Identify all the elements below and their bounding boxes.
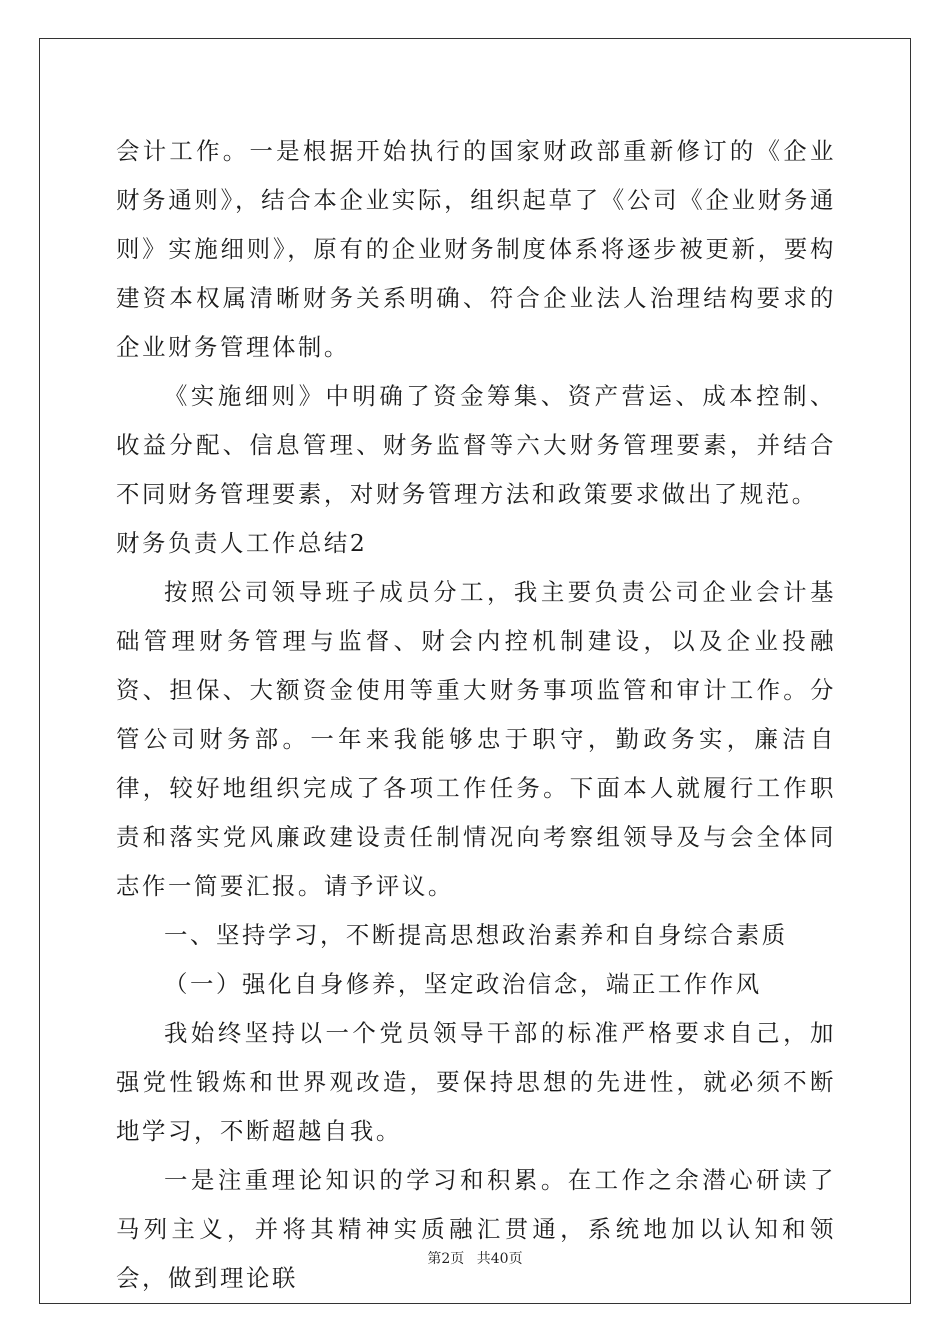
paragraph-3: 按照公司领导班子成员分工，我主要负责公司企业会计基础管理财务管理与监督、财会内控机制建设，以及企业投融资、担保、大额资金使用等重大财务事项监管和审计工作。分管公司财务部。一年来我能够忠于职守，勤政务实，廉洁自律，较好地组织完成了各项工作任务。下面本人就履行工作职责和落实党风廉政建设责任制情况向考察组领导及与会全体同志作一简要汇报。请予评议。 — [116, 578, 836, 900]
paragraph-1: 会计工作。一是根据开始执行的国家财政部重新修订的《企业财务通则》，结合本企业实际，组织起草了《公司《企业财务通则》实施细则》，原有的企业财务制度体系将逐步被更新，要构建资本权属清晰财务关系明确、符合企业法人治理结构要求的企业财务管理体制。 — [116, 137, 836, 361]
document-body — [116, 127, 836, 1303]
paragraph-4: 我始终坚持以一个党员领导干部的标准严格要求自己，加强党性锻炼和世界观改造，要保持思想的先进性，就必须不断地学习，不断超越自我。 — [116, 1019, 836, 1145]
paragraph-2: 《实施细则》中明确了资金筹集、资产营运、成本控制、收益分配、信息管理、财务监督等六大财务管理要素，并结合不同财务管理要素，对财务管理方法和政策要求做出了规范。 — [116, 382, 836, 508]
paragraph-5: 一是注重理论知识的学习和积累。在工作之余潜心研读了马列主义，并将其精神实质融汇贯通，系统地加以认知和领会，做到理论联 — [116, 1166, 836, 1292]
subheading-2: （一）强化自身修养，坚定政治信念，端正工作作风 — [164, 970, 762, 998]
total-pages: 共40页 — [476, 1251, 523, 1267]
page-number: 第2页 — [427, 1251, 465, 1267]
section-heading: 财务负责人工作总结2 — [116, 529, 368, 557]
subheading-1: 一、坚持学习，不断提高思想政治素养和自身综合素质 — [164, 921, 788, 949]
page-footer — [0, 1248, 950, 1268]
